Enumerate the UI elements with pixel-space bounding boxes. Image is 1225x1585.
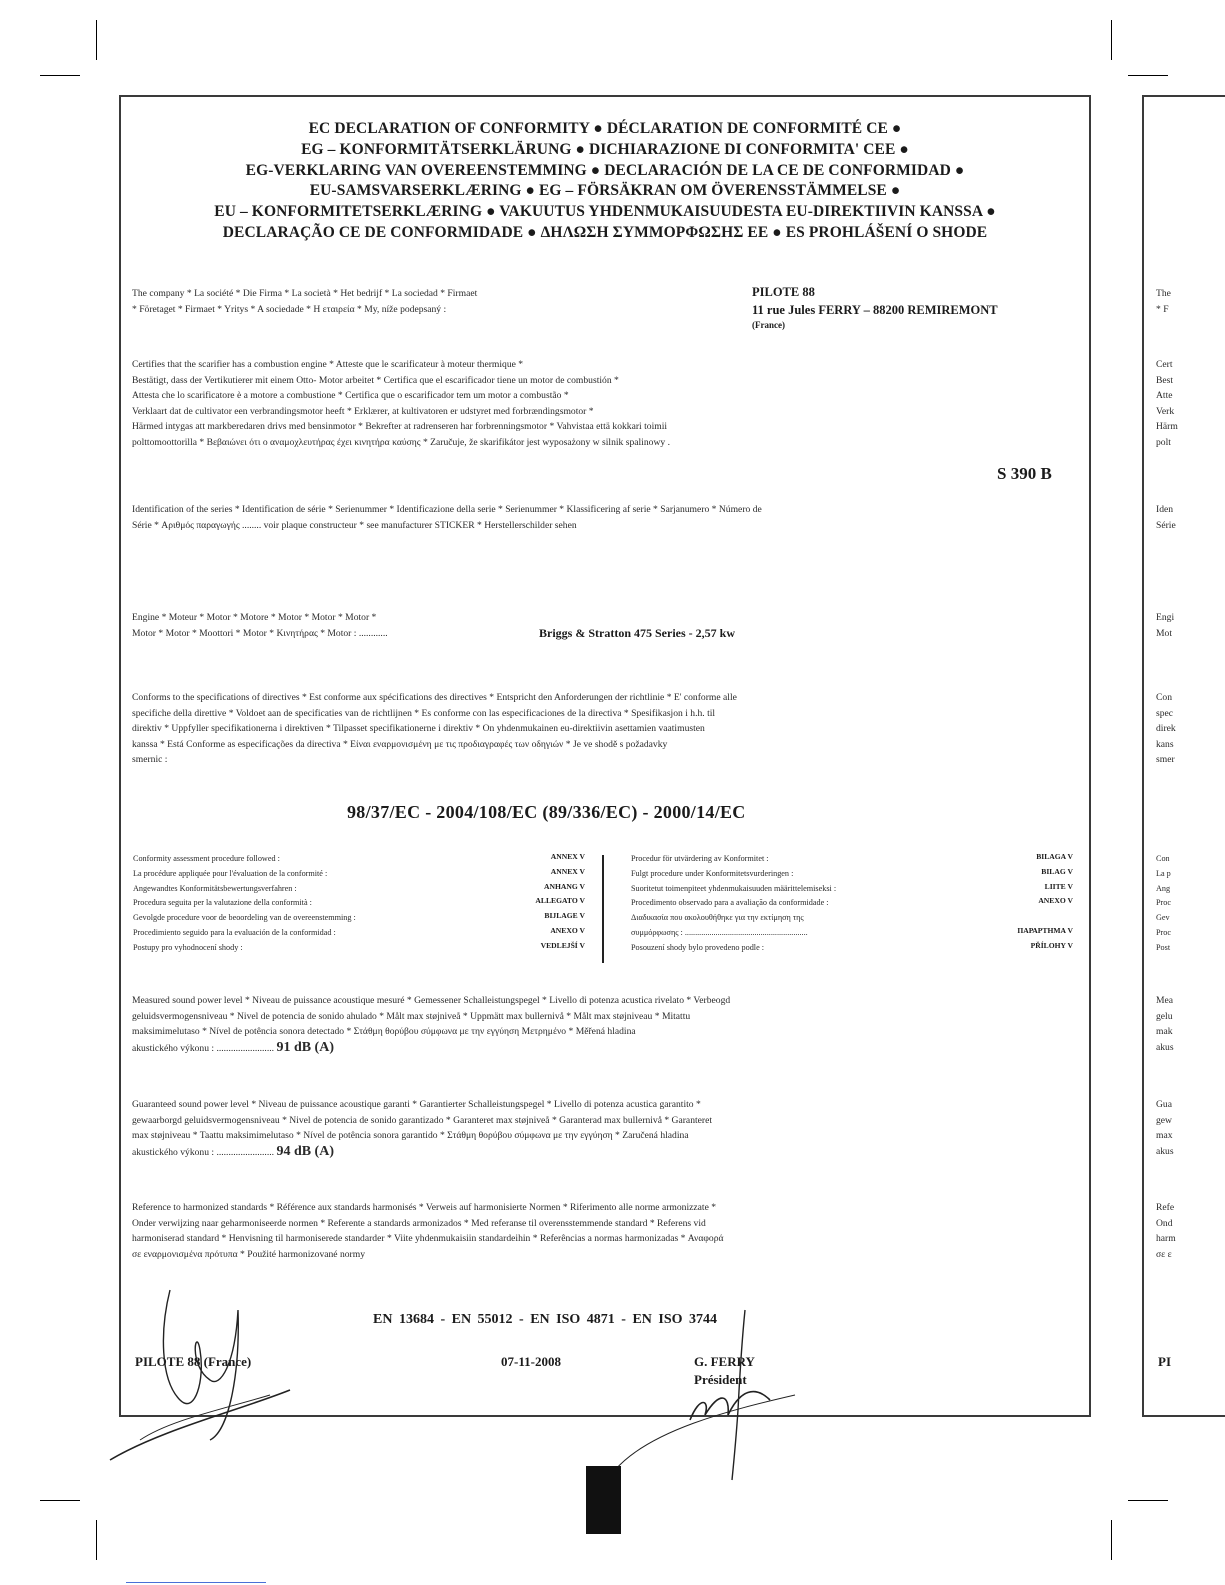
adjacent-fragments <box>1156 993 1174 1055</box>
fragment: Engi <box>1156 612 1175 623</box>
fragment: kans <box>1156 738 1174 750</box>
handwritten-signature-left <box>100 1270 300 1470</box>
company-label-line: * Företaget * Firmaet * Yritys * A sociedade * Η εταιρεία * My, níže podepsaný : <box>132 303 447 315</box>
fragment: * F <box>1156 303 1169 315</box>
fragment: Gev <box>1156 913 1170 923</box>
harmonized-standards: EN 13684 - EN 55012 - EN ISO 4871 - EN ISO 3744 <box>373 1312 718 1327</box>
adjacent-fragments <box>1156 1200 1176 1262</box>
measured-line: maksimimelutaso * Nível de potência sonora detectado * Στάθμη θορύβου σύμφωνα με την εγγύηση Μετρημένο * Měřená hladina <box>132 1026 636 1038</box>
adjacent-fragments <box>1156 610 1174 641</box>
title-line: EU – KONFORMITETSERKLÆRING ● VAKUUTUS YHDENMUKAISUUDESTA EU-DIREKTIIVIN KANSSA ● <box>214 203 996 221</box>
fragment: Verk <box>1156 405 1175 417</box>
reference-line: Onder verwijzing naar geharmoniseerde normen * Referente a standards armonizados * Med referanse til overensstemmende standard * Referens vid <box>132 1217 706 1229</box>
procedure-row: Postupy pro vyhodnocení shody : VEDLEJŠÍ V <box>133 940 585 952</box>
certifies-line: Attesta che lo scarificatore è a motore a combustione * Certifica que o escarificador tem um motor a combustão * <box>132 390 569 402</box>
fragment: The <box>1156 288 1171 299</box>
procedure-row: Procedura seguita per la valutazione della conformità : ALLEGATO V <box>133 896 585 908</box>
certifies-line: Certifies that the scarifier has a combustion engine * Atteste que le scarificateur à moteur thermique * <box>132 359 524 370</box>
fragment: direk <box>1156 723 1176 735</box>
procedures-right <box>631 852 1073 956</box>
procedure-row: Posouzení shody bylo provedeno podle : PŘÍLOHY V <box>631 940 1073 952</box>
company-country: (France) <box>752 320 785 330</box>
procedures-divider <box>602 855 604 963</box>
fragment: Refe <box>1156 1202 1175 1213</box>
fragment: La p <box>1156 868 1171 878</box>
certifies-line: Härmed intygas att markberedaren drivs med bensinmotor * Bekrefter at radrenseren har forbrenningsmotor * Vahvistaa että kokkari toimii <box>132 421 668 433</box>
title-line: EU-SAMSVARSERKLÆRING ● EG – FÖRSÄKRAN OM ÖVERENSSTÄMMELSE ● <box>309 182 901 200</box>
identification-line: Série * Αριθμός παραγωγής ........ voir plaque constructeur * see manufacturer STICKER * Herstellerschilder sehen <box>132 519 577 531</box>
conforms-line: kanssa * Está Conforme as especificações da directiva * Είναι εναρμονισμένη με τις προδιαγραφές των οδηγιών * Je ve shodě s požadavky <box>132 738 668 750</box>
fragment: Mea <box>1156 995 1174 1006</box>
fragment: Cert <box>1156 359 1173 370</box>
certifies-line: Bestätigt, dass der Vertikutierer mit einem Otto- Motor arbeitet * Certifica que el escarificador tiene un motor de combustión * <box>132 374 619 386</box>
company-info <box>752 283 998 331</box>
reference-line: Reference to harmonized standards * Référence aux standards harmonisés * Verweis auf harmonisierte Normen * Riferimento alle norme armonizzate * <box>132 1202 717 1213</box>
fragment: Proc <box>1156 898 1172 908</box>
handwritten-signature-right <box>610 1300 810 1490</box>
crop-mark <box>40 75 80 76</box>
fragment: smer <box>1156 754 1175 766</box>
engine-label-line: Engine * Moteur * Motor * Motore * Motor * Motor * Motor * <box>132 612 377 623</box>
fragment: gelu <box>1156 1010 1173 1022</box>
fragment: Proc <box>1156 927 1172 937</box>
adjacent-fragments <box>1156 1097 1174 1159</box>
page-tab-marker <box>586 1466 621 1534</box>
footer-link-underline <box>126 1582 266 1583</box>
fragment: harm <box>1156 1233 1176 1245</box>
declaration-form <box>119 95 1091 1417</box>
model-number: S 390 B <box>997 464 1052 483</box>
measured-line: geluidsvermogensniveau * Nivel de potencia de sonido ahulado * Målt max støjniveå * Uppmätt max bullernivå * Målt max støjniveau * Mitattu <box>132 1010 691 1022</box>
engine-label <box>132 610 388 641</box>
guaranteed-sound-block <box>132 1097 712 1160</box>
fragment: mak <box>1156 1026 1173 1038</box>
measured-value: 91 dB (A) <box>276 1039 334 1055</box>
identification-line: Identification of the series * Identification de série * Serienummer * Identificazione della serie * Serienummer * Klassificering af serie * Sarjanumero * Número de <box>132 504 762 515</box>
reference-block <box>132 1200 724 1262</box>
fragment: polt <box>1156 436 1171 448</box>
signature-company: PILOTE 88 (France) <box>135 1354 252 1369</box>
procedure-row: Suoritetut toimenpiteet yhdenmukaisuuden määrittelemiseksi : LIITE V <box>631 881 1073 893</box>
signature-person: G. FERRY <box>694 1354 755 1369</box>
fragment: akus <box>1156 1145 1174 1157</box>
declaration-titles <box>121 119 1089 244</box>
title-line: EG – KONFORMITÄTSERKLÄRUNG ● DICHIARAZIONE DI CONFORMITA' CEE ● <box>301 140 909 158</box>
reference-line: σε εναρμονισμένα πρότυπα * Použité harmonizované normy <box>132 1248 365 1260</box>
fragment: Ond <box>1156 1217 1173 1229</box>
procedure-row: Procedimento observado para a avaliação da conformidade : ANEXO V <box>631 896 1073 908</box>
guaranteed-line: Guaranteed sound power level * Niveau de puissance acoustique garanti * Garantierter Schalleistungspegel * Livello di potenza acustica garantito * <box>132 1099 701 1110</box>
fragment: Con <box>1156 692 1172 703</box>
procedure-row: Fulgt procedure under Konformitetsvurderingen : BILAG V <box>631 866 1073 878</box>
fragment: max <box>1156 1130 1173 1142</box>
company-label <box>132 286 477 317</box>
crop-mark <box>96 20 97 60</box>
measured-label: akustického výkonu : ........................ <box>132 1042 275 1054</box>
title-line: EG-VERKLARING VAN OVEREENSTEMMING ● DECLARACIÓN DE LA CE DE CONFORMIDAD ● <box>245 161 965 179</box>
engine-label-line: Motor * Motor * Moottori * Motor * Κινητήρας * Motor : ............ <box>132 627 388 639</box>
identification-block <box>132 502 762 533</box>
crop-mark <box>40 1500 80 1501</box>
company-address: 11 rue Jules FERRY – 88200 REMIREMONT <box>752 303 998 317</box>
procedure-row: Conformity assessment procedure followed : ANNEX V <box>133 852 585 863</box>
fragment: Post <box>1156 942 1171 952</box>
fragment: Gua <box>1156 1099 1172 1110</box>
procedures-left <box>133 852 585 956</box>
adjacent-fragments <box>1156 690 1176 768</box>
fragment: Best <box>1156 374 1174 386</box>
company-name: PILOTE 88 <box>752 285 815 299</box>
adjacent-fragments <box>1156 286 1171 317</box>
adjacent-fragments <box>1156 357 1178 451</box>
fragment: Atte <box>1156 390 1173 402</box>
reference-line: harmoniserad standard * Henvisning til harmoniserede standarder * Viite yhdenmukaisiin standardeihin * Referências a normas harmonizadas * Αναφορά <box>132 1233 724 1245</box>
fragment: σε ε <box>1156 1248 1172 1260</box>
fragment: PI <box>1158 1354 1171 1369</box>
certifies-block <box>132 357 670 451</box>
conforms-line: specifiche della direttive * Voldoet aan de specificaties van de richtlijnen * Es conforme con las especificaciones de la directiva * Spesifikasjon i h.h. til <box>132 707 716 719</box>
procedure-row: συμμόρφωσης : ............................................................ ΠΑΡΑΡΤΗΜΑ V <box>631 925 1073 937</box>
measured-line: Measured sound power level * Niveau de puissance acoustique mesuré * Gemessener Schalleistungspegel * Livello di potenza acustica rivelato * Verbeogd <box>132 995 731 1006</box>
fragment: gew <box>1156 1114 1172 1126</box>
adjacent-fragments <box>1156 852 1171 956</box>
fragment: Série <box>1156 519 1176 531</box>
procedure-row: Διαδικασία που ακολουθήθηκε για την εκτίμηση της <box>631 913 804 923</box>
procedure-row: Procedimiento seguido para la evaluación de la conformidad : ANEXO V <box>133 925 585 937</box>
crop-mark <box>1111 20 1112 60</box>
conforms-block <box>132 690 737 768</box>
guaranteed-value: 94 dB (A) <box>276 1143 334 1159</box>
procedure-row: La procédure appliquée pour l'évaluation de la conformité : ANNEX V <box>133 866 585 878</box>
adjacent-page <box>1142 95 1225 1417</box>
crop-mark <box>1128 1500 1168 1501</box>
crop-mark <box>1111 1520 1112 1560</box>
fragment: Con <box>1156 854 1170 863</box>
measured-sound-block <box>132 993 730 1056</box>
crop-mark <box>1128 75 1168 76</box>
conforms-line: Conforms to the specifications of directives * Est conforme aux spécifications des directives * Entspricht den Anforderungen der richtlinie * E' conforme alle <box>132 692 737 703</box>
crop-mark <box>96 1520 97 1560</box>
title-line: EC DECLARATION OF CONFORMITY ● DÉCLARATION DE CONFORMITÉ CE ● <box>308 120 902 137</box>
guaranteed-line: max støjniveau * Taattu maksimimelutaso * Nível de potência sonora garantido * Στάθμη θορύβου σύμφωνα με την εγγύηση * Zaručená hladina <box>132 1130 689 1142</box>
procedure-row: Procedur för utvärdering av Konformitet : BILAGA V <box>631 852 1073 863</box>
fragment: spec <box>1156 707 1174 719</box>
certifies-line: Verklaart dat de cultivator een verbrandingsmotor heeft * Erklærer, at kultivatoren er udstyret med forbrændingsmotor * <box>132 405 594 417</box>
guaranteed-label: akustického výkonu : ........................ <box>132 1146 275 1158</box>
signature-title: Président <box>694 1372 747 1387</box>
fragment: Mot <box>1156 627 1172 639</box>
fragment: Härm <box>1156 421 1178 433</box>
signature-date: 07-11-2008 <box>501 1354 561 1369</box>
fragment: Iden <box>1156 504 1174 515</box>
engine-value: Briggs & Stratton 475 Series - 2,57 kw <box>539 626 735 640</box>
adjacent-fragments <box>1156 502 1176 533</box>
fragment: Ang <box>1156 883 1171 893</box>
fragment: akus <box>1156 1041 1174 1053</box>
conforms-line: direktiv * Uppfyller specifikationerna i direktiven * Tilpasset specifikationerne i direktiv * On yhdenmukainen eu-direktiivin asettamien vaatimusten <box>132 723 705 735</box>
procedure-row: Gevolgde procedure voor de beoordeling van de overeenstemming : BIJLAGE V <box>133 911 585 923</box>
company-label-line: The company * La société * Die Firma * La società * Het bedrijf * La sociedad * Firmaet <box>132 288 478 299</box>
certifies-line: polttomoottorilla * Βεβαιώνει ότι ο αναμοχλευτήρας έχει κινητήρα καύσης * Zaručuje, že skarifikátor jest wyposażony w silnik spalinowy . <box>132 436 670 448</box>
guaranteed-line: gewaarborgd geluidsvermogensniveau * Nivel de potencia de sonido garantizado * Garanteret max støjniveå * Garanterad max bullernivå * Garanteret <box>132 1114 713 1126</box>
procedure-row: Angewandtes Konformitätsbewertungsverfahren : ANHANG V <box>133 881 585 893</box>
directives-list: 98/37/EC - 2004/108/EC (89/336/EC) - 2000/14/EC <box>347 802 746 822</box>
title-line: DECLARAÇÃO CE DE CONFORMIDADE ● ΔΗΛΩΣΗ ΣΥΜΜΟΡΦΩΣΗΣ ΕΕ ● ES PROHLÁŠENÍ O SHODE <box>222 223 988 241</box>
conforms-line: smernic : <box>132 754 168 766</box>
